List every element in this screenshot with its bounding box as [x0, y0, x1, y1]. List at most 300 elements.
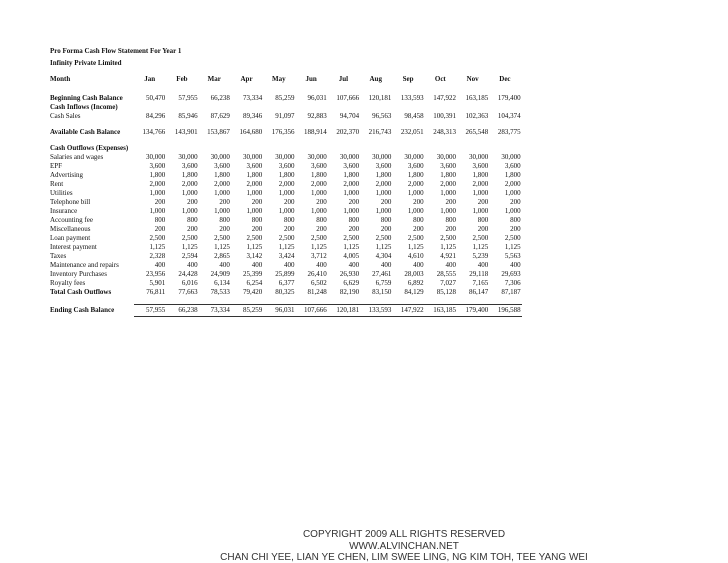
cell-value: 66,238	[166, 305, 198, 317]
cell-value: 30,000	[501, 153, 521, 161]
cell-value: 27,461	[372, 270, 392, 278]
cell-value: 800	[219, 216, 230, 224]
cell-value	[425, 144, 457, 153]
cash-flow-table	[50, 72, 522, 317]
cell-value: 2,000	[311, 180, 327, 188]
cell-value: 7,027	[440, 279, 456, 287]
cell-value: 200	[380, 225, 392, 233]
cell-value: 400	[348, 261, 360, 269]
cell-value: 87,629	[210, 112, 230, 120]
cell-value: 5,239	[472, 252, 489, 260]
row-label: Utilities	[50, 189, 73, 197]
cell-value: 400	[510, 261, 521, 269]
cell-value: 29,118	[469, 270, 489, 278]
cell-value: 2,000	[246, 180, 263, 188]
cell-value: 7,306	[504, 279, 521, 287]
cell-value: 200	[187, 198, 198, 206]
cell-value: 100,391	[433, 112, 456, 120]
row-label: Maintenance and repairs	[50, 261, 119, 269]
row-label: Taxes	[50, 252, 67, 260]
cell-value: 147,922	[433, 94, 456, 102]
row-label: Available Cash Balance	[50, 128, 121, 136]
cell-value: 1,125	[181, 243, 198, 251]
cell-value: 6,759	[375, 279, 392, 287]
footer-copyright: COPYRIGHT 2009 ALL RIGHTS RESERVED	[302, 529, 506, 540]
cell-value: 3,600	[246, 162, 263, 170]
cell-value: 2,500	[504, 234, 521, 242]
cell-value: 3,600	[504, 162, 521, 170]
cell-value	[166, 144, 198, 153]
cell-value: 3,424	[278, 252, 295, 260]
cell-value: 200	[154, 225, 166, 233]
cell-value: 800	[413, 216, 424, 224]
cell-value: 66,238	[210, 94, 230, 102]
cell-value: 30,000	[307, 153, 327, 161]
cell-value: 400	[283, 261, 295, 269]
row-salaries	[50, 153, 522, 162]
cell-value	[392, 144, 424, 153]
row-label: Total Cash Outflows	[50, 288, 112, 296]
cell-value: 1,125	[440, 243, 456, 251]
cell-value: 4,304	[375, 252, 392, 260]
cell-value: 133,593	[360, 305, 392, 317]
cell-value: 1,125	[278, 243, 295, 251]
cell-value: 98,458	[404, 112, 424, 120]
cell-value: 2,000	[181, 180, 198, 188]
cell-value: 216,743	[368, 128, 392, 136]
cell-value: 26,930	[339, 270, 360, 278]
header-month-3: Apr	[240, 75, 253, 83]
row-rent	[50, 180, 522, 189]
cell-value: 3,600	[440, 162, 456, 170]
row-total-outflows	[50, 288, 522, 297]
cell-value	[295, 144, 327, 153]
cell-value: 6,254	[246, 279, 263, 287]
cell-value: 200	[445, 225, 456, 233]
cell-value: 50,470	[146, 94, 166, 102]
cell-value: 2,000	[472, 180, 489, 188]
cell-value: 200	[413, 198, 424, 206]
header-month-10: Nov	[466, 75, 479, 83]
cell-value: 800	[283, 216, 295, 224]
cell-value: 85,259	[231, 305, 263, 317]
cell-value: 2,000	[278, 180, 295, 188]
cell-value	[231, 103, 263, 112]
cell-value: 102,363	[465, 112, 489, 120]
cell-value: 248,313	[433, 128, 456, 136]
cell-value: 400	[413, 261, 424, 269]
cell-value: 1,000	[407, 207, 424, 215]
cell-value: 77,663	[178, 288, 198, 296]
cell-value: 400	[187, 261, 198, 269]
cell-value: 200	[413, 225, 424, 233]
header-month-label: Month	[50, 75, 71, 83]
cell-value: 800	[154, 216, 166, 224]
cell-value: 1,000	[246, 189, 263, 197]
header-month-1: Feb	[176, 75, 188, 83]
cell-value: 6,377	[278, 279, 295, 287]
row-loan	[50, 234, 522, 243]
row-epf	[50, 162, 522, 171]
cell-value: 30,000	[372, 153, 392, 161]
cell-value: 73,334	[199, 305, 231, 317]
cell-value: 1,800	[343, 171, 360, 179]
cell-value: 25,399	[242, 270, 263, 278]
cell-value: 3,600	[214, 162, 230, 170]
row-label: Interest payment	[50, 243, 97, 251]
cell-value	[263, 144, 295, 153]
row-label: Ending Cash Balance	[50, 306, 115, 314]
cell-value: 1,800	[278, 171, 295, 179]
cell-value: 1,800	[472, 171, 489, 179]
cell-value	[360, 144, 392, 153]
spacer-cell	[50, 87, 522, 94]
cell-value: 1,000	[149, 189, 166, 197]
cell-value: 153,867	[207, 128, 230, 136]
statement-title: Pro Forma Cash Flow Statement For Year 1	[50, 47, 182, 55]
cell-value: 2,500	[149, 234, 166, 242]
cell-value: 200	[219, 198, 230, 206]
cell-value	[360, 103, 392, 112]
cell-value: 3,142	[246, 252, 263, 260]
cell-value: 200	[187, 225, 198, 233]
cell-value: 2,500	[472, 234, 489, 242]
cell-value: 84,129	[404, 288, 424, 296]
cell-value: 1,125	[407, 243, 424, 251]
cell-value: 164,680	[239, 128, 263, 136]
cell-value	[166, 103, 198, 112]
header-month-4: May	[272, 75, 286, 83]
cell-value: 76,811	[146, 288, 166, 296]
cell-value: 200	[477, 225, 489, 233]
spacer-row	[50, 121, 522, 128]
cell-value: 800	[251, 216, 263, 224]
cell-value: 30,000	[275, 153, 295, 161]
cell-value: 6,892	[407, 279, 424, 287]
row-label: Inventory Purchases	[50, 270, 107, 278]
cell-value: 163,185	[425, 305, 457, 317]
cell-value: 2,000	[375, 180, 392, 188]
cell-value: 1,000	[149, 207, 166, 215]
cell-value: 1,000	[375, 207, 392, 215]
cell-value: 3,600	[181, 162, 198, 170]
cell-value: 104,374	[497, 112, 521, 120]
cell-value: 24,909	[210, 270, 230, 278]
cell-value: 1,000	[311, 189, 327, 197]
cell-value: 200	[316, 225, 327, 233]
cell-value: 79,420	[242, 288, 263, 296]
cell-value: 1,800	[440, 171, 456, 179]
cell-value: 30,000	[404, 153, 424, 161]
cell-value: 89,346	[242, 112, 263, 120]
cell-value: 800	[510, 216, 521, 224]
cell-value: 30,000	[339, 153, 360, 161]
cell-value: 200	[251, 225, 263, 233]
cell-value: 134,766	[142, 128, 166, 136]
spacer-row	[50, 297, 522, 305]
header-month-2: Mar	[207, 75, 221, 83]
cell-value: 1,000	[278, 189, 295, 197]
cell-value: 23,956	[146, 270, 166, 278]
row-interest	[50, 243, 522, 252]
cell-value: 1,800	[504, 171, 521, 179]
cell-value: 1,000	[407, 189, 424, 197]
cell-value	[134, 144, 166, 153]
cell-value: 2,500	[214, 234, 230, 242]
cell-value: 1,000	[311, 207, 327, 215]
cell-value: 2,500	[407, 234, 424, 242]
cell-value: 87,187	[501, 288, 521, 296]
row-label: Beginning Cash Balance	[50, 94, 123, 102]
cell-value: 1,125	[214, 243, 230, 251]
cell-value: 1,000	[214, 207, 230, 215]
cell-value: 400	[380, 261, 392, 269]
spacer-row	[50, 137, 522, 144]
cell-value: 1,000	[278, 207, 295, 215]
cell-value: 91,097	[275, 112, 295, 120]
row-inflows-heading	[50, 103, 522, 112]
cell-value: 26,410	[307, 270, 327, 278]
cell-value: 1,125	[311, 243, 327, 251]
cell-value: 1,000	[472, 189, 489, 197]
cell-value: 1,800	[407, 171, 424, 179]
cell-value: 25,899	[275, 270, 295, 278]
cell-value: 83,150	[372, 288, 392, 296]
cell-value: 2,328	[149, 252, 166, 260]
cell-value: 202,370	[336, 128, 360, 136]
cell-value: 1,000	[440, 189, 456, 197]
cell-value: 96,563	[372, 112, 392, 120]
cell-value: 2,594	[181, 252, 198, 260]
row-label: Cash Sales	[50, 112, 81, 120]
cell-value: 1,000	[181, 189, 198, 197]
cell-value: 400	[154, 261, 166, 269]
row-label: Cash Outflows (Expenses)	[50, 144, 129, 152]
header-month-8: Sep	[402, 75, 414, 83]
cell-value: 163,185	[465, 94, 489, 102]
cell-value: 3,600	[343, 162, 360, 170]
cell-value: 4,921	[440, 252, 456, 260]
cell-value: 1,000	[472, 207, 489, 215]
cell-value: 2,000	[149, 180, 166, 188]
cell-value: 1,800	[311, 171, 327, 179]
cell-value: 400	[316, 261, 327, 269]
spacer-cell	[50, 121, 522, 128]
cell-value: 84,296	[146, 112, 166, 120]
cell-value: 29,693	[501, 270, 521, 278]
header-month-11: Dec	[499, 75, 511, 83]
header-month-7: Aug	[369, 75, 382, 83]
row-beginning	[50, 94, 522, 103]
spacer-cell	[50, 137, 522, 144]
cell-value	[263, 103, 295, 112]
cell-value: 3,600	[472, 162, 489, 170]
cell-value: 2,000	[504, 180, 521, 188]
cell-value: 800	[380, 216, 392, 224]
cell-value	[457, 144, 489, 153]
cell-value: 2,500	[278, 234, 295, 242]
cell-value: 30,000	[469, 153, 489, 161]
cell-value: 5,563	[504, 252, 521, 260]
cell-value	[457, 103, 489, 112]
cell-value: 28,555	[436, 270, 456, 278]
cell-value: 1,000	[343, 207, 360, 215]
cell-value: 200	[219, 225, 230, 233]
cell-value: 94,704	[339, 112, 360, 120]
cell-value	[231, 144, 263, 153]
cell-value: 1,800	[246, 171, 263, 179]
cell-value: 1,000	[504, 189, 521, 197]
cell-value: 200	[348, 198, 360, 206]
cell-value: 200	[251, 198, 263, 206]
cell-value: 28,003	[404, 270, 424, 278]
row-inventory	[50, 270, 522, 279]
cell-value: 400	[251, 261, 263, 269]
cell-value: 4,610	[407, 252, 424, 260]
cell-value: 1,125	[246, 243, 263, 251]
cell-value	[328, 144, 360, 153]
cell-value: 3,600	[278, 162, 295, 170]
row-label: Royalty fees	[50, 279, 86, 287]
cell-value	[199, 103, 231, 112]
row-advertising	[50, 171, 522, 180]
row-cash-sales	[50, 112, 522, 121]
cell-value	[199, 144, 231, 153]
header-row	[50, 72, 522, 87]
cell-value: 24,428	[178, 270, 198, 278]
cell-value: 2,000	[343, 180, 360, 188]
cell-value	[134, 103, 166, 112]
cell-value: 2,000	[407, 180, 424, 188]
cell-value: 107,666	[295, 305, 327, 317]
cell-value: 6,502	[311, 279, 327, 287]
row-telephone	[50, 198, 522, 207]
cell-value: 133,593	[400, 94, 424, 102]
row-label: Rent	[50, 180, 64, 188]
cell-value: 3,600	[375, 162, 392, 170]
cell-value: 6,016	[181, 279, 198, 287]
cell-value: 4,005	[343, 252, 360, 260]
cell-value: 2,000	[214, 180, 230, 188]
cell-value: 96,031	[263, 305, 295, 317]
cell-value: 1,125	[375, 243, 392, 251]
cell-value: 6,134	[214, 279, 230, 287]
cell-value: 1,125	[149, 243, 166, 251]
cell-value: 30,000	[242, 153, 263, 161]
cell-value: 1,000	[343, 189, 360, 197]
cell-value: 143,901	[174, 128, 198, 136]
cell-value: 92,883	[307, 112, 327, 120]
row-insurance	[50, 207, 522, 216]
cell-value: 800	[316, 216, 327, 224]
row-label: Advertising	[50, 171, 84, 179]
cell-value: 1,800	[149, 171, 166, 179]
cell-value: 200	[510, 225, 521, 233]
cell-value	[295, 103, 327, 112]
cell-value: 1,800	[181, 171, 198, 179]
cell-value: 80,325	[275, 288, 295, 296]
cell-value: 1,125	[343, 243, 360, 251]
cell-value: 2,865	[214, 252, 230, 260]
row-label: EPF	[50, 162, 63, 170]
cell-value: 188,914	[304, 128, 327, 136]
row-misc	[50, 225, 522, 234]
row-label: Miscellaneous	[50, 225, 91, 233]
cell-value: 400	[445, 261, 456, 269]
cell-value: 2,500	[343, 234, 360, 242]
cell-value: 85,128	[436, 288, 456, 296]
row-royalty	[50, 279, 522, 288]
cell-value: 7,165	[472, 279, 489, 287]
cell-value: 1,125	[504, 243, 521, 251]
cell-value: 2,500	[181, 234, 198, 242]
cell-value: 30,000	[436, 153, 456, 161]
header-month-6: Jul	[338, 75, 349, 83]
header-month-9: Oct	[434, 75, 446, 83]
cell-value: 200	[510, 198, 521, 206]
footer-authors: CHAN CHI YEE, LIAN YE CHEN, LIM SWEE LING, NG KIM TOH, TEE YANG WEI	[220, 552, 588, 563]
cell-value: 196,588	[489, 305, 521, 317]
cell-value: 86,147	[469, 288, 489, 296]
spacer-row	[50, 87, 522, 94]
cell-value: 6,629	[343, 279, 360, 287]
cell-value: 5,901	[149, 279, 166, 287]
cell-value: 232,051	[400, 128, 424, 136]
row-outflows-heading	[50, 144, 522, 153]
cell-value: 73,334	[242, 94, 263, 102]
cell-value: 200	[477, 198, 489, 206]
cell-value: 179,400	[497, 94, 521, 102]
cell-value: 200	[283, 198, 295, 206]
cell-value: 176,356	[271, 128, 295, 136]
spacer-cell	[50, 297, 522, 305]
cell-value	[425, 103, 457, 112]
cell-value: 200	[154, 198, 166, 206]
cell-value: 1,000	[181, 207, 198, 215]
cell-value: 1,000	[504, 207, 521, 215]
cell-value: 283,775	[497, 128, 521, 136]
row-utilities	[50, 189, 522, 198]
row-maintenance	[50, 261, 522, 270]
cell-value: 57,955	[134, 305, 166, 317]
cell-value: 2,500	[311, 234, 327, 242]
cell-value: 147,922	[392, 305, 424, 317]
footer-website: WWW.ALVINCHAN.NET	[349, 541, 459, 552]
cell-value: 1,000	[214, 189, 230, 197]
row-taxes	[50, 252, 522, 261]
row-label: Salaries and wages	[50, 153, 104, 161]
cell-value: 1,000	[375, 189, 392, 197]
cell-value: 2,500	[246, 234, 263, 242]
cell-value: 800	[187, 216, 198, 224]
cell-value: 3,600	[311, 162, 327, 170]
cell-value: 800	[477, 216, 489, 224]
company-name: Infinity Private Limited	[50, 59, 122, 67]
header-month-5: Jun	[305, 75, 317, 83]
row-label: Insurance	[50, 207, 78, 215]
cell-value: 120,181	[328, 305, 360, 317]
cell-value: 200	[380, 198, 392, 206]
cell-value: 3,712	[311, 252, 327, 260]
row-ending	[50, 305, 522, 317]
cell-value: 400	[477, 261, 489, 269]
cell-value: 30,000	[178, 153, 198, 161]
row-available	[50, 128, 522, 137]
cell-value: 85,946	[178, 112, 198, 120]
cell-value: 400	[219, 261, 230, 269]
cell-value	[328, 103, 360, 112]
cell-value: 200	[348, 225, 360, 233]
